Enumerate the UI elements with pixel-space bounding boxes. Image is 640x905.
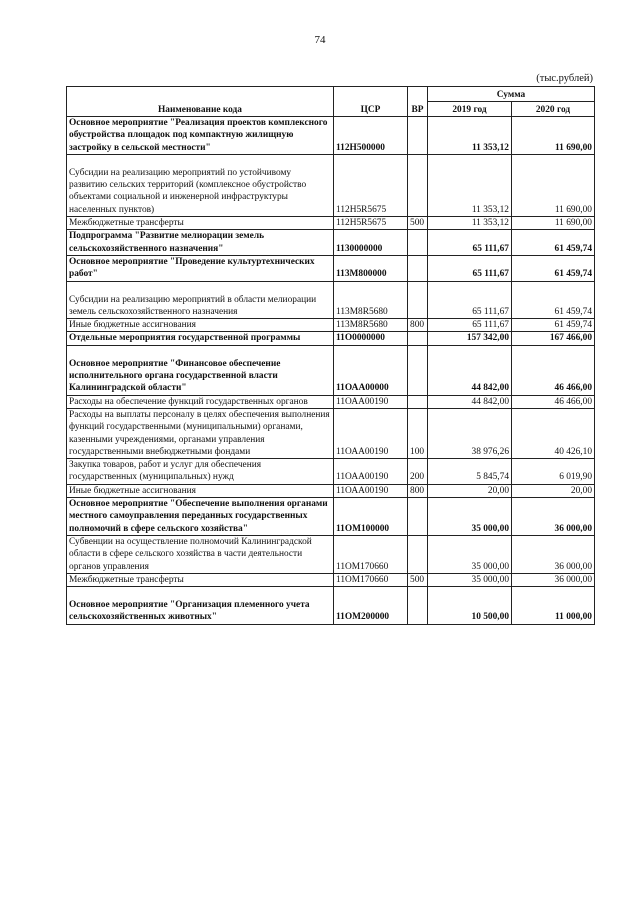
row-sum-2020 [512,154,595,216]
row-sum-2019 [428,459,512,485]
row-sum-2020-text: 11 690,00 [554,218,592,229]
row-vr [408,395,428,408]
row-sum-2020-text: 36 000,00 [554,561,592,572]
row-sum-2020 [512,217,595,230]
row-csr [334,154,408,216]
row-sum-2020-text: 11 000,00 [555,612,592,623]
row-sum-2019 [428,281,512,319]
table-row [67,395,595,408]
row-sum-2019 [428,395,512,408]
row-sum-2020 [512,230,595,256]
row-name [67,154,334,216]
row-sum-2020-text: 61 459,74 [554,269,592,280]
row-sum-2020-text: 61 459,74 [554,306,592,317]
row-csr [334,117,408,155]
row-csr [334,319,408,332]
row-csr-text: 11ОМ170660 [336,574,389,585]
row-name-text: Основное мероприятие "Организация племенного учета сельскохозяйственных животных" [69,600,310,623]
row-csr [334,230,408,256]
row-vr [408,217,428,230]
row-spacer [69,155,331,167]
row-name-text: Межбюджетные трансферты [69,218,184,229]
row-sum-2020 [512,535,595,573]
row-name-text: Расходы на обеспечение функций государственных органов [69,396,308,407]
row-vr [408,484,428,497]
row-name [67,573,334,586]
row-sum-2019 [428,498,512,536]
row-sum-2020-text: 167 466,00 [549,333,592,344]
row-csr [334,408,408,458]
row-sum-2019-text: 20,00 [487,485,509,496]
row-vr [408,408,428,458]
row-sum-2019 [428,154,512,216]
row-sum-2020 [512,408,595,458]
row-sum-2020-text: 36 000,00 [554,523,592,534]
row-sum-2020-text: 20,00 [570,485,592,496]
row-sum-2019-text: 11 353,12 [471,204,509,215]
row-sum-2019-text: 5 845,74 [476,472,509,483]
row-name-text: Основное мероприятие "Реализация проектов комплексного обустройства площадок под компактную жилищную застройку в сельской местности" [69,118,328,153]
row-name [67,117,334,155]
row-sum-2020-text: 6 019,90 [559,472,592,483]
table-row [67,459,595,485]
row-sum-2020 [512,345,595,395]
row-name [67,484,334,497]
row-csr-text: 11ОАА00190 [336,446,389,457]
row-vr [408,230,428,256]
row-vr [408,535,428,573]
row-sum-2020-text: 61 459,74 [554,320,592,331]
row-csr [334,459,408,485]
row-sum-2019-text: 65 111,67 [472,306,509,317]
row-sum-2019-text: 35 000,00 [471,574,509,585]
row-name [67,319,334,332]
row-sum-2020-text: 11 690,00 [555,142,592,153]
row-csr-text: 1130000000 [336,243,383,254]
row-sum-2020-text: 61 459,74 [554,243,592,254]
row-sum-2020 [512,281,595,319]
row-vr-text: 500 [410,574,425,585]
row-vr-text: 800 [410,485,425,496]
row-sum-2019-text: 44 842,00 [471,383,509,394]
row-sum-2019 [428,217,512,230]
row-csr-text: 113М8R5680 [336,320,388,331]
row-name-text: Иные бюджетные ассигнования [69,320,196,331]
header-name: Наименование кода [67,87,334,117]
row-vr-text: 200 [410,472,425,483]
row-name [67,281,334,319]
row-sum-2020 [512,117,595,155]
row-sum-2020-text: 11 690,00 [554,204,592,215]
row-csr [334,217,408,230]
row-name-text: Подпрограмма "Развитие мелиорации земель сельскохозяйственного назначения" [69,231,265,254]
row-name-text: Иные бюджетные ассигнования [69,485,196,496]
row-csr [334,484,408,497]
row-csr-text: 11О0000000 [336,333,385,344]
row-name [67,255,334,281]
row-csr [334,535,408,573]
row-sum-2019 [428,345,512,395]
row-spacer [69,282,331,294]
row-sum-2020-text: 40 426,10 [554,446,592,457]
row-vr [408,281,428,319]
table-row [67,408,595,458]
row-sum-2019 [428,484,512,497]
row-sum-2019-text: 35 000,00 [471,561,509,572]
table-row [67,587,595,625]
row-name-text: Субсидии на реализацию мероприятий в области мелиорации земель сельскохозяйственного назначения [69,294,317,317]
header-csr: ЦСР [334,87,408,117]
row-name-text: Основное мероприятие "Обеспечение выполнения органами местного самоуправления переданных государственных полномочий в сфере сельского хозяйства" [69,499,328,534]
row-name [67,230,334,256]
units-label: (тыс.рублей) [536,73,593,84]
row-vr-text: 800 [410,320,425,331]
row-name-text: Межбюджетные трансферты [69,574,184,585]
row-csr-text: 11ОАА00190 [336,472,389,483]
row-csr [334,498,408,536]
row-sum-2019-text: 10 500,00 [471,612,509,623]
row-sum-2020 [512,587,595,625]
row-sum-2019 [428,573,512,586]
row-name-text: Основное мероприятие "Проведение культуртехнических работ" [69,256,315,280]
row-sum-2019 [428,255,512,281]
table-row [67,255,595,281]
table-row [67,117,595,155]
row-name-text: Субсидии на реализацию мероприятий по устойчивому развитию сельских территорий (комплексное обустройство объектами социальной и инженерной инфраструктуры населенных пунктов) [69,167,307,215]
table-row [67,332,595,345]
row-sum-2019 [428,117,512,155]
row-sum-2019-text: 44 842,00 [471,396,509,407]
row-name [67,332,334,345]
row-name [67,217,334,230]
header-vr: ВР [408,87,428,117]
row-spacer [69,346,331,358]
row-vr [408,117,428,155]
row-vr [408,154,428,216]
row-name-text: Отдельные мероприятия государственной программы [69,333,301,344]
table-row [67,281,595,319]
row-csr-text: 11ОМ100000 [336,523,390,534]
row-csr-text: 11ОМ170660 [336,561,389,572]
row-csr-text: 113М8R5680 [336,306,388,317]
row-vr-text: 500 [410,218,425,229]
row-sum-2019 [428,408,512,458]
row-sum-2020 [512,319,595,332]
row-csr [334,587,408,625]
row-vr [408,573,428,586]
table-body [67,117,595,625]
row-name-text: Основное мероприятие "Финансовое обеспечение исполнительного органа государственной власти Калининградской области" [69,358,281,394]
row-sum-2019-text: 157 342,00 [466,333,509,344]
table-row [67,345,595,395]
row-sum-2019 [428,535,512,573]
table-row [67,535,595,573]
row-name [67,587,334,625]
row-sum-2020-text: 36 000,00 [554,574,592,585]
row-sum-2019-text: 65 111,67 [472,320,509,331]
row-name [67,395,334,408]
budget-table [66,86,595,625]
row-csr [334,281,408,319]
row-sum-2020 [512,498,595,536]
row-sum-2019-text: 11 353,12 [471,218,509,229]
row-vr [408,332,428,345]
row-vr [408,255,428,281]
row-sum-2019-text: 38 976,26 [471,446,509,457]
row-csr-text: 11ОАА00190 [336,396,389,407]
row-sum-2019 [428,332,512,345]
page-number: 74 [314,34,326,46]
row-vr [408,319,428,332]
row-csr [334,255,408,281]
row-vr [408,498,428,536]
row-csr-text: 112Н500000 [336,142,385,153]
row-sum-2019-text: 65 111,67 [472,269,509,280]
row-csr-text: 112Н5R5675 [336,204,387,215]
row-sum-2019-text: 65 111,67 [472,243,509,254]
row-name [67,459,334,485]
header-2019: 2019 год [428,102,512,117]
row-csr [334,573,408,586]
row-sum-2019 [428,230,512,256]
row-name-text: Расходы на выплаты персоналу в целях обеспечения выполнения функций государственными (муниципальными) органами, казенными учреждениями, органами управления государственными внебюджетными фондами [69,409,330,457]
row-sum-2020 [512,573,595,586]
row-vr [408,459,428,485]
row-csr [334,395,408,408]
row-csr-text: 11ОАА00190 [336,485,389,496]
row-name-text: Закупка товаров, работ и услуг для обеспечения государственных (муниципальных) нужд [69,460,262,483]
header-sum: Сумма [428,87,595,102]
row-sum-2020 [512,484,595,497]
row-csr [334,332,408,345]
table-row [67,498,595,536]
row-vr [408,345,428,395]
row-name-text: Субвенции на осуществление полномочий Калининградской области в сфере сельского хозяйства в части деятельности органов управления [69,536,312,572]
row-csr-text: 112Н5R5675 [336,218,387,229]
row-sum-2020 [512,255,595,281]
row-sum-2020 [512,395,595,408]
row-sum-2019-text: 11 353,12 [472,142,509,153]
row-vr [408,587,428,625]
row-csr-text: 11ОАА00000 [336,383,389,394]
row-name [67,498,334,536]
row-vr-text: 100 [410,446,425,457]
row-name [67,345,334,395]
row-name [67,408,334,458]
row-csr [334,345,408,395]
row-spacer [69,587,331,599]
row-sum-2020-text: 46 466,00 [554,396,592,407]
row-csr-text: 11ОМ200000 [336,612,390,623]
table-row [67,217,595,230]
row-sum-2019-text: 35 000,00 [471,523,509,534]
table-row [67,319,595,332]
row-sum-2020 [512,332,595,345]
row-sum-2020 [512,459,595,485]
row-sum-2019 [428,587,512,625]
row-csr-text: 113М800000 [336,269,387,280]
row-sum-2019 [428,319,512,332]
row-sum-2020-text: 46 466,00 [554,383,592,394]
header-2020: 2020 год [512,102,595,117]
table-row [67,484,595,497]
table-row [67,573,595,586]
table-row [67,154,595,216]
table-row [67,230,595,256]
row-name [67,535,334,573]
